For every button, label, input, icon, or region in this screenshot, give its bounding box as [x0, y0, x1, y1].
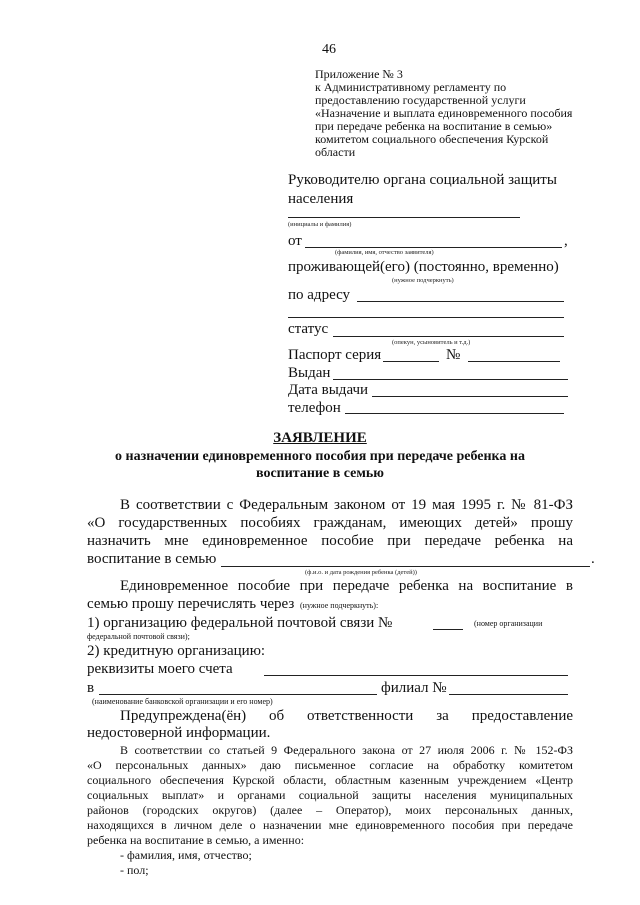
status-hint: (опекун, усыновитель и т.д.): [392, 339, 471, 346]
body-line: назначить мне единовременное пособие при передаче ребенка на: [87, 533, 573, 549]
consent-line: социального обеспечения Курской области, областным казенным учреждением «Центр: [87, 773, 573, 787]
account-label: реквизиты моего счета: [87, 661, 233, 677]
select-hint: (нужное подчеркнуть):: [300, 601, 379, 610]
in-label: в: [87, 680, 95, 696]
appendix-line: к Административному регламенту по: [315, 80, 507, 94]
account-field[interactable]: [264, 675, 568, 676]
option-bank: 2) кредитную организацию:: [87, 643, 266, 659]
initials-hint: (инициалы и фамилия): [288, 221, 352, 228]
address-field-2[interactable]: [288, 317, 564, 318]
branch-label: филиал №: [381, 680, 447, 696]
option-post: 1) организацию федеральной почтовой связи №: [87, 615, 393, 631]
appendix-line: Приложение № 3: [315, 67, 403, 81]
document-subtitle: воспитание в семью: [255, 466, 384, 481]
from-comma: ,: [564, 233, 568, 249]
appendix-line: при передаче ребенка на воспитание в семью»: [315, 119, 553, 133]
phone-field[interactable]: [345, 413, 564, 414]
consent-line: ребенка на воспитание в семью, а именно:: [87, 833, 305, 847]
consent-line: районов (городских округов) (далее – Оператор), моих персональных данных,: [87, 803, 573, 817]
consent-line: «О персональных данных» даю письменное согласие на обработку комитетом: [87, 758, 573, 772]
issued-label: Выдан: [288, 365, 331, 381]
addressee-line: Руководителю органа социальной защиты: [288, 172, 557, 188]
issue-date-label: Дата выдачи: [288, 382, 369, 398]
consent-line: В соответствии со статьей 9 Федерального закона от 27 июля 2006 г. № 152-ФЗ: [120, 743, 573, 757]
list-item: - фамилия, имя, отчество;: [120, 848, 252, 862]
phone-label: телефон: [288, 400, 341, 416]
body-line: «О государственных пособиях гражданам, имеющих детей» прошу: [87, 515, 573, 531]
appendix-line: области: [315, 145, 356, 159]
residing-text: проживающей(его) (постоянно, временно): [288, 259, 559, 275]
issue-date-field[interactable]: [372, 396, 568, 397]
address-label: по адресу: [288, 287, 351, 303]
branch-number-field[interactable]: [449, 694, 568, 695]
applicant-hint: (фамилия, имя, отчество заявителя): [335, 249, 434, 256]
body-period: .: [591, 551, 595, 567]
status-label: статус: [288, 321, 329, 337]
from-label: от: [288, 233, 302, 249]
appendix-line: «Назначение и выплата единовременного пособия: [315, 106, 573, 120]
body-line: Единовременное пособие при передаче ребенка на воспитание в: [120, 578, 573, 594]
warning-line: недостоверной информации.: [87, 725, 271, 741]
appendix-line: предоставлению государственной услуги: [315, 93, 526, 107]
body-line: воспитание в семью: [87, 551, 217, 567]
post-hint: федеральной почтовой связи);: [87, 632, 190, 641]
consent-line: социальных выплат» и органами социальной защиты населения муниципальных: [87, 788, 573, 802]
body-line: семью прошу перечислять через: [87, 596, 295, 612]
bank-name-field[interactable]: [99, 694, 377, 695]
appendix-line: комитетом социального обеспечения Курской: [315, 132, 549, 146]
passport-number-sign: №: [446, 347, 461, 363]
passport-number-field[interactable]: [468, 361, 560, 362]
passport-label: Паспорт серия: [288, 347, 382, 363]
addressee-line: населения: [288, 191, 354, 207]
address-field[interactable]: [357, 301, 564, 302]
underline-hint: (нужное подчеркнуть): [392, 277, 454, 284]
passport-series-field[interactable]: [383, 361, 439, 362]
child-info-field[interactable]: [221, 566, 590, 567]
consent-line: находящихся в личном деле о назначении мне единовременного пособия при передаче: [87, 818, 573, 832]
bank-hint: (наименование банковской организации и его номер): [92, 697, 273, 706]
issued-field[interactable]: [333, 379, 568, 380]
list-item: - пол;: [120, 863, 149, 877]
post-office-number-field[interactable]: [433, 629, 463, 630]
post-hint: (номер организации: [474, 619, 543, 628]
child-hint: (ф.и.о. и дата рождения ребенка (детей)): [305, 569, 417, 576]
page-number: 46: [322, 42, 336, 57]
body-line: В соответствии с Федеральным законом от 19 мая 1995 г. № 81-ФЗ: [120, 497, 573, 513]
warning-line: Предупреждена(ён) об ответственности за предоставление: [120, 708, 573, 724]
initials-field[interactable]: [288, 217, 520, 218]
applicant-name-field[interactable]: [305, 247, 562, 248]
document-title: ЗАЯВЛЕНИЕ: [273, 430, 367, 446]
status-field[interactable]: [333, 336, 564, 337]
document-subtitle: о назначении единовременного пособия при передаче ребенка на: [115, 449, 525, 464]
